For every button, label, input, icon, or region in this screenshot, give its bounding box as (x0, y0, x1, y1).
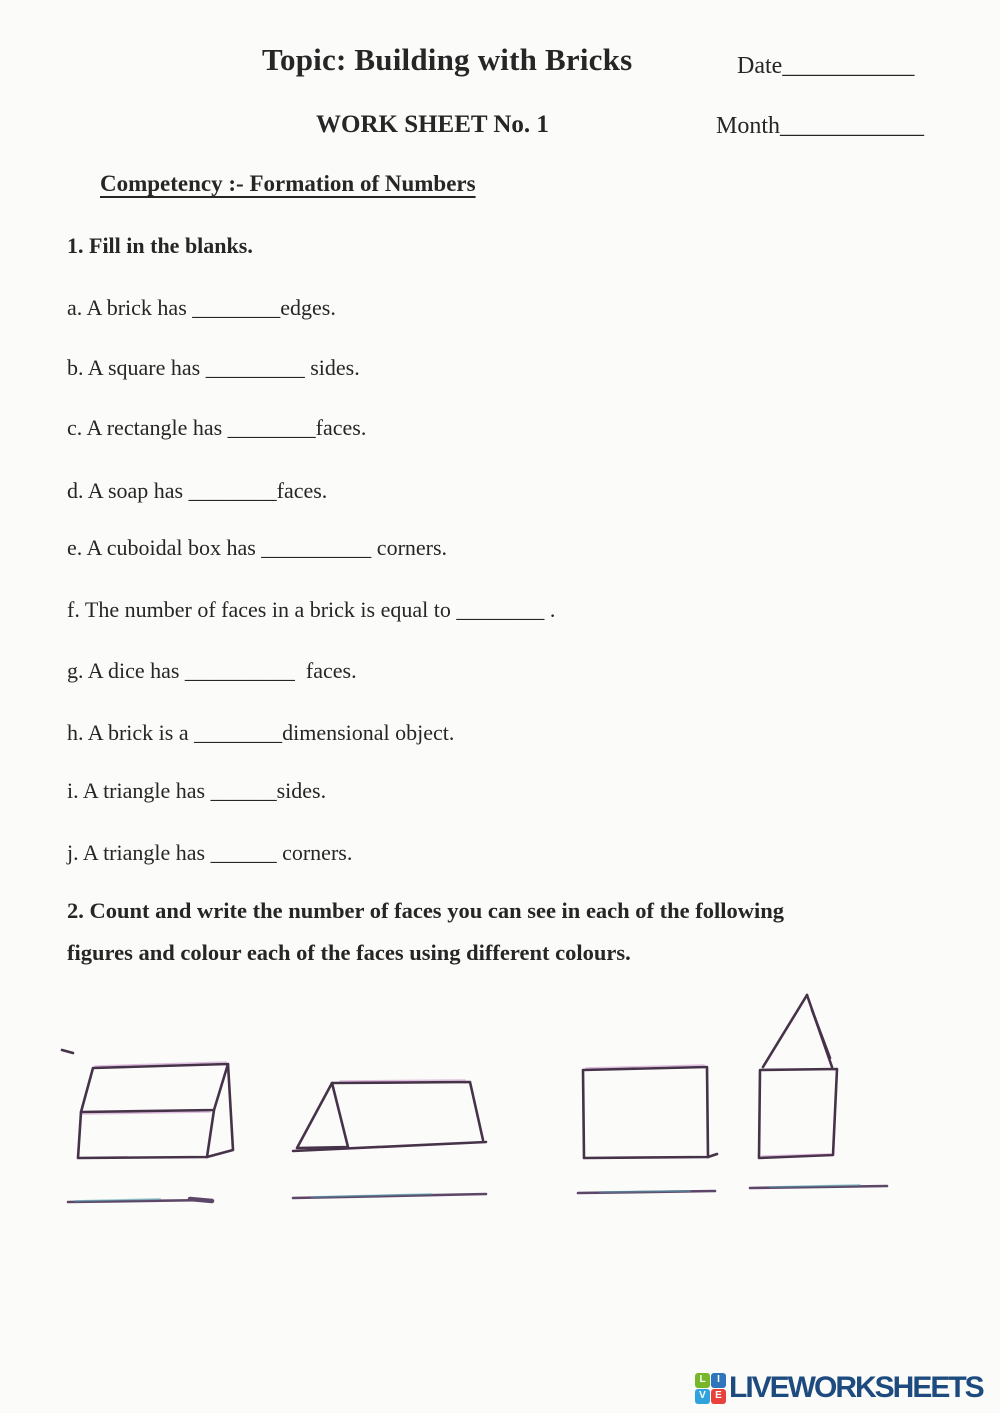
fill-item-i: i. A triangle has ______sides. (67, 778, 327, 803)
section2-heading-line2: figures and colour each of the faces using different colours. (67, 940, 631, 965)
prism-triangle-face (297, 1083, 348, 1148)
worksheet-number: WORK SHEET No. 1 (316, 111, 549, 138)
logo-tile-3: E (711, 1389, 726, 1404)
fill-item-d: d. A soap has ________faces. (67, 478, 328, 503)
section2-heading-line1: 2. Count and write the number of faces you can see in each of the following (67, 898, 785, 923)
figure-triangular-prism (293, 1080, 486, 1151)
house-roof-double-stroke (812, 1010, 830, 1058)
figure-house (759, 995, 837, 1158)
logo-wordmark: LIVEWORKSHEETS (729, 1371, 983, 1404)
logo-tile-0: L (695, 1373, 710, 1388)
month-field (716, 113, 924, 140)
cuboid-front-face (78, 1110, 214, 1158)
date-field (737, 53, 914, 80)
liveworksheets-logo-icon (695, 1373, 726, 1404)
answer-lines (68, 1185, 887, 1202)
stray-pen-mark (62, 1050, 73, 1053)
fill-item-c: c. A rectangle has ________faces. (67, 415, 367, 440)
house-roof-left (763, 995, 807, 1067)
figure-cuboid-brick (62, 1050, 233, 1158)
competency-heading: Competency :- Formation of Numbers (100, 171, 476, 196)
month-blank-line: ____________ (780, 113, 925, 139)
fill-item-a: a. A brick has ________edges. (67, 295, 336, 320)
date-blank-line: ___________ (782, 53, 915, 79)
fill-item-f: f. The number of faces in a brick is equal to ________ . (67, 597, 556, 622)
date-label: Date (737, 53, 783, 79)
section1-heading: 1. Fill in the blanks. (67, 233, 253, 258)
logo-tile-1: I (711, 1373, 726, 1388)
logo-tile-2: V (695, 1389, 710, 1404)
fill-item-g: g. A dice has __________ faces. (67, 658, 357, 683)
fill-item-b: b. A square has _________ sides. (67, 355, 360, 380)
fill-item-j: j. A triangle has ______ corners. (67, 840, 353, 865)
fill-item-e: e. A cuboidal box has __________ corners. (67, 535, 448, 560)
month-label: Month (716, 113, 781, 139)
liveworksheets-logo-link[interactable] (695, 1371, 983, 1405)
prism-top-right-edges (332, 1082, 483, 1140)
page-title: Topic: Building with Bricks (262, 42, 633, 77)
figures-row (0, 980, 1000, 1215)
rectangle-pen-tail (708, 1154, 717, 1157)
figure-rectangle (583, 1065, 717, 1158)
rectangle-outline (583, 1067, 708, 1158)
fill-item-h: h. A brick is a ________dimensional object. (67, 720, 455, 745)
cuboid-top-face (81, 1064, 228, 1112)
house-square (759, 1069, 837, 1158)
